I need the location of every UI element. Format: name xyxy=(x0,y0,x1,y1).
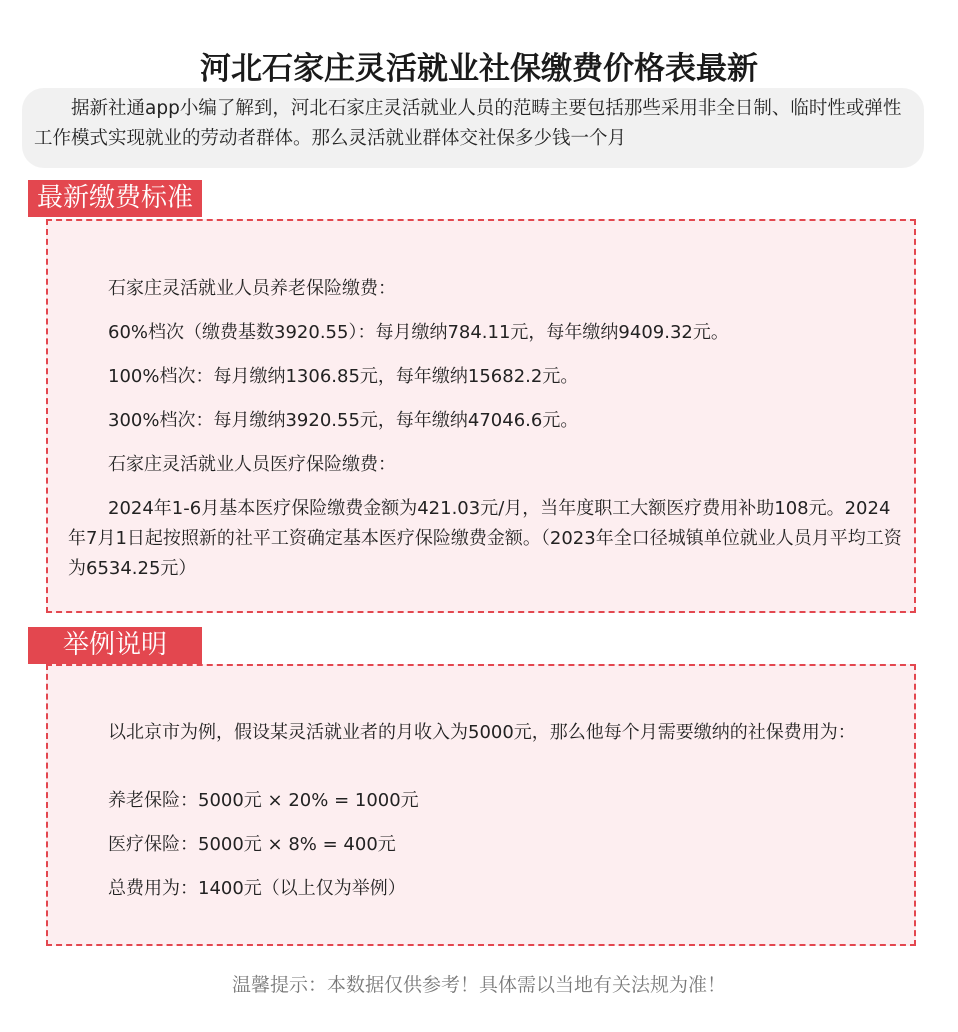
standard-box xyxy=(46,219,916,613)
intro-box xyxy=(22,88,924,168)
intro-text: 据新社通app小编了解到，河北石家庄灵活就业人员的范畴主要包括那些采用非全日制、临时性或弹性工作模式实现就业的劳动者群体。那么灵活就业群体交社保多少钱一个月 xyxy=(34,98,902,149)
tier-100-line: 100%档次：每月缴纳1306.85元，每年缴纳15682.2元。 xyxy=(108,366,579,387)
section-tag-standard: 最新缴费标准 xyxy=(28,180,202,217)
tier-60-line: 60%档次（缴费基数3920.55）：每月缴纳784.11元，每年缴纳9409.32元。 xyxy=(108,322,729,343)
tier-300-line: 300%档次：每月缴纳3920.55元，每年缴纳47046.6元。 xyxy=(108,410,579,431)
footer-note: 温馨提示：本数据仅供参考！具体需以当地有关法规为准！ xyxy=(231,974,726,996)
section-tag-example: 举例说明 xyxy=(28,627,202,664)
page-title: 河北石家庄灵活就业社保缴费价格表最新 xyxy=(200,50,758,87)
example-paragraph: 以北京市为例，假设某灵活就业者的月收入为5000元，那么他每个月需要缴纳的社保费用为： xyxy=(108,722,856,743)
example-medical-line: 医疗保险：5000元 × 8% = 400元 xyxy=(108,834,396,855)
medical-heading: 石家庄灵活就业人员医疗保险缴费： xyxy=(108,454,396,475)
example-pension-line: 养老保险：5000元 × 20% = 1000元 xyxy=(108,790,419,811)
example-total-line: 总费用为：1400元（以上仅为举例） xyxy=(108,878,406,899)
pension-heading: 石家庄灵活就业人员养老保险缴费： xyxy=(108,278,396,299)
medical-paragraph: 2024年1-6月基本医疗保险缴费金额为421.03元/月，当年度职工大额医疗费用补助108元。2024年7月1日起按照新的社平工资确定基本医疗保险缴费金额。（2023年全口径城镇单位就业人员月平均工资为6534.25元） xyxy=(68,498,902,579)
example-box xyxy=(46,664,916,946)
